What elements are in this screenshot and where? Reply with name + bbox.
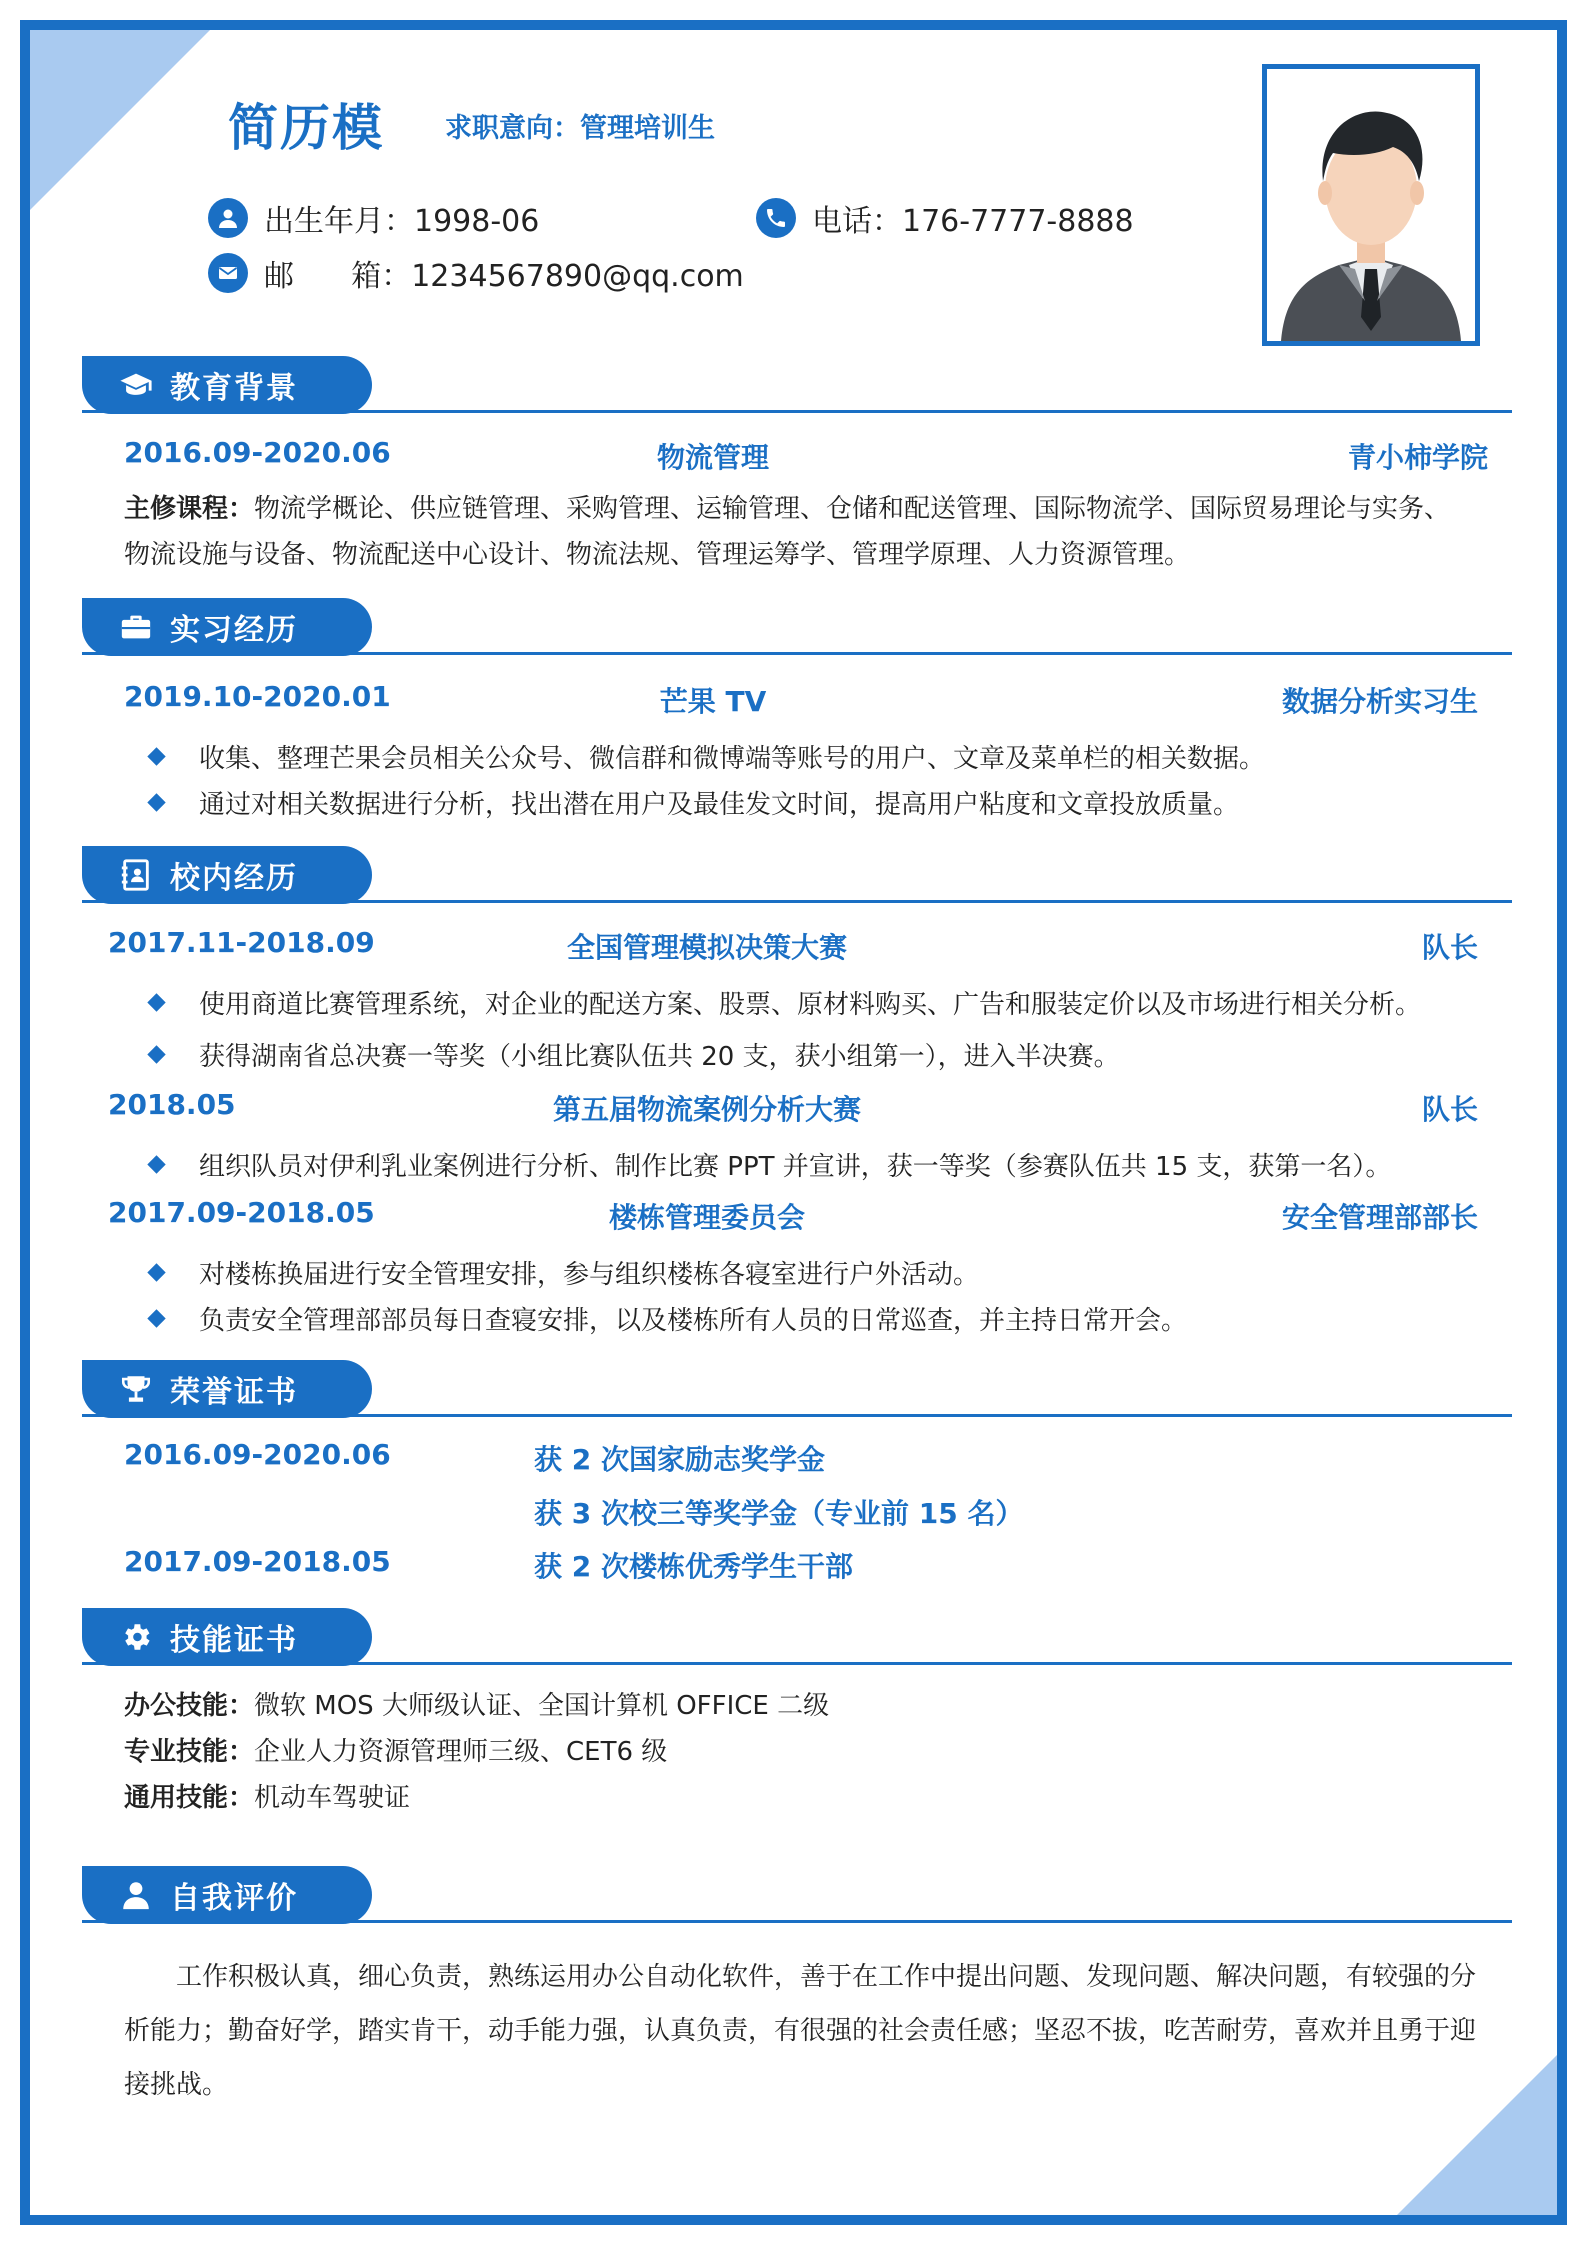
campus-date: 2018.05: [108, 1088, 236, 1121]
courses-line2: 物流设施与设备、物流配送中心设计、物流法规、管理运筹学、管理学原理、人力资源管理。: [124, 540, 1191, 570]
campus-bullet: [150, 984, 1421, 1021]
section-divider: [82, 1414, 1512, 1417]
section-title: 校内经历: [170, 861, 298, 896]
campus-role: 安全管理部部长: [1281, 1201, 1478, 1234]
diamond-bullet-icon: [147, 747, 165, 765]
email-text: 邮 箱：1234567890@qq.com: [264, 259, 744, 294]
section-title: 自我评价: [170, 1881, 298, 1916]
person-icon: [116, 1875, 156, 1915]
corner-decoration-top-left: [30, 30, 210, 210]
trophy-icon: [116, 1369, 156, 1409]
internship-bullet: [150, 784, 1239, 821]
skill-value: 微软 MOS 大师级认证、全国计算机 OFFICE 二级: [254, 1691, 830, 1721]
phone-text: 电话：176-7777-8888: [812, 204, 1134, 239]
campus-row: [92, 926, 1478, 966]
phone-info: [756, 196, 1134, 240]
section-pill: [82, 598, 372, 656]
section-pill: [82, 356, 372, 414]
internship-company: 芒果 TV: [659, 685, 767, 718]
education-major: 物流管理: [656, 441, 769, 474]
section-title: 荣誉证书: [170, 1375, 298, 1410]
birth-text: 出生年月：1998-06: [264, 204, 540, 239]
profile-photo: [1262, 64, 1480, 346]
section-honors-header: [82, 1360, 1512, 1420]
honor-item: 获 2 次国家励志奖学金: [534, 1443, 825, 1476]
honor-item: 获 3 次校三等奖学金（专业前 15 名）: [534, 1497, 1024, 1530]
section-divider: [82, 1662, 1512, 1665]
campus-role: 队长: [1421, 931, 1478, 964]
section-divider: [82, 410, 1512, 413]
bullet-text: 组织队员对伊利乳业案例进行分析、制作比赛 PPT 并宣讲，获一等奖（参赛队伍共 15 支，获第一名）。: [199, 1152, 1392, 1182]
mail-icon: [208, 253, 248, 293]
diamond-bullet-icon: [147, 993, 165, 1011]
campus-bullet: [150, 1036, 1120, 1073]
graduation-cap-icon: [116, 365, 156, 405]
section-internship-header: [82, 598, 1512, 658]
diamond-bullet-icon: [147, 1045, 165, 1063]
skill-label: 办公技能：: [124, 1691, 255, 1721]
courses-label: 主修课程：: [124, 494, 255, 524]
campus-name: 楼栋管理委员会: [608, 1201, 805, 1234]
honor-date: 2016.09-2020.06: [124, 1438, 391, 1471]
section-pill: [82, 1360, 372, 1418]
bullet-text: 使用商道比赛管理系统，对企业的配送方案、股票、原材料购买、广告和服装定价以及市场进行相关分析。: [199, 990, 1422, 1020]
diamond-bullet-icon: [147, 1155, 165, 1173]
bullet-text: 通过对相关数据进行分析，找出潜在用户及最佳发文时间，提高用户粘度和文章投放质量。: [199, 790, 1240, 820]
education-row: [108, 436, 1488, 476]
campus-row: [92, 1088, 1478, 1128]
diamond-bullet-icon: [147, 1309, 165, 1327]
diamond-bullet-icon: [147, 793, 165, 811]
campus-date: 2017.11-2018.09: [108, 926, 375, 959]
bullet-text: 收集、整理芒果会员相关公众号、微信群和微博端等账号的用户、文章及菜单栏的相关数据。: [199, 744, 1266, 774]
birth-info: [208, 196, 539, 240]
courses-line1: 物流学概论、供应链管理、采购管理、运输管理、仓储和配送管理、国际物流学、国际贸易理论与实务、: [254, 494, 1451, 524]
section-campus-header: [82, 846, 1512, 906]
self-evaluation-text: 工作积极认真，细心负责，熟练运用办公自动化软件，善于在工作中提出问题、发现问题、解决问题，有较强的分析能力；勤奋好学，踏实肯干，动手能力强，认真负责，有很强的社会责任感；坚忍不拔，吃苦耐劳，喜欢并且勇于迎接挑战。: [124, 1962, 1477, 2100]
bullet-text: 负责安全管理部部员每日查寝安排，以及楼栋所有人员的日常巡查，并主持日常开会。: [199, 1306, 1188, 1336]
honor-date: 2017.09-2018.05: [124, 1545, 391, 1578]
section-divider: [82, 652, 1512, 655]
bullet-text: 对楼栋换届进行安全管理安排，参与组织楼栋各寝室进行户外活动。: [199, 1260, 980, 1290]
section-title: 教育背景: [170, 371, 298, 406]
briefcase-icon: [116, 607, 156, 647]
phone-icon: [756, 198, 796, 238]
campus-bullet: [150, 1254, 979, 1291]
job-intent: 求职意向：管理培训生: [445, 113, 715, 144]
resume-name: 简历模: [228, 99, 384, 157]
campus-row: [92, 1196, 1478, 1236]
courses: [124, 486, 1450, 578]
section-self-header: [82, 1866, 1512, 1926]
gear-icon: [116, 1617, 156, 1657]
campus-name: 全国管理模拟决策大赛: [566, 931, 847, 964]
section-skills-header: [82, 1608, 1512, 1668]
internship-bullet: [150, 738, 1265, 775]
campus-role: 队长: [1421, 1093, 1478, 1126]
contact-book-icon: [116, 855, 156, 895]
skill-value: 机动车驾驶证: [254, 1783, 411, 1813]
section-pill: [82, 1608, 372, 1666]
user-icon: [208, 198, 248, 238]
internship-role: 数据分析实习生: [1281, 685, 1478, 718]
skill-label: 专业技能：: [124, 1737, 255, 1767]
section-pill: [82, 1866, 372, 1924]
diamond-bullet-icon: [147, 1263, 165, 1281]
honor-item: 获 2 次楼栋优秀学生干部: [534, 1550, 853, 1583]
skill-professional: [124, 1729, 667, 1775]
skill-general: [124, 1775, 410, 1821]
education-school: 青小柿学院: [1347, 441, 1488, 474]
skill-office: [124, 1683, 829, 1729]
section-divider: [82, 1920, 1512, 1923]
section-title: 实习经历: [170, 613, 298, 648]
section-title: 技能证书: [170, 1623, 298, 1658]
campus-date: 2017.09-2018.05: [108, 1196, 375, 1229]
email-info: [208, 251, 744, 295]
bullet-text: 获得湖南省总决赛一等奖（小组比赛队伍共 20 支，获小组第一），进入半决赛。: [199, 1042, 1120, 1072]
section-divider: [82, 900, 1512, 903]
education-date: 2016.09-2020.06: [124, 436, 391, 469]
internship-date: 2019.10-2020.01: [124, 680, 391, 713]
campus-name: 第五届物流案例分析大赛: [552, 1093, 861, 1126]
skill-value: 企业人力资源管理师三级、CET6 级: [254, 1737, 668, 1767]
campus-bullet: [150, 1300, 1187, 1337]
internship-row: [108, 680, 1488, 720]
skill-label: 通用技能：: [124, 1783, 255, 1813]
section-education-header: [82, 356, 1512, 416]
section-pill: [82, 846, 372, 904]
campus-bullet: [150, 1146, 1391, 1183]
